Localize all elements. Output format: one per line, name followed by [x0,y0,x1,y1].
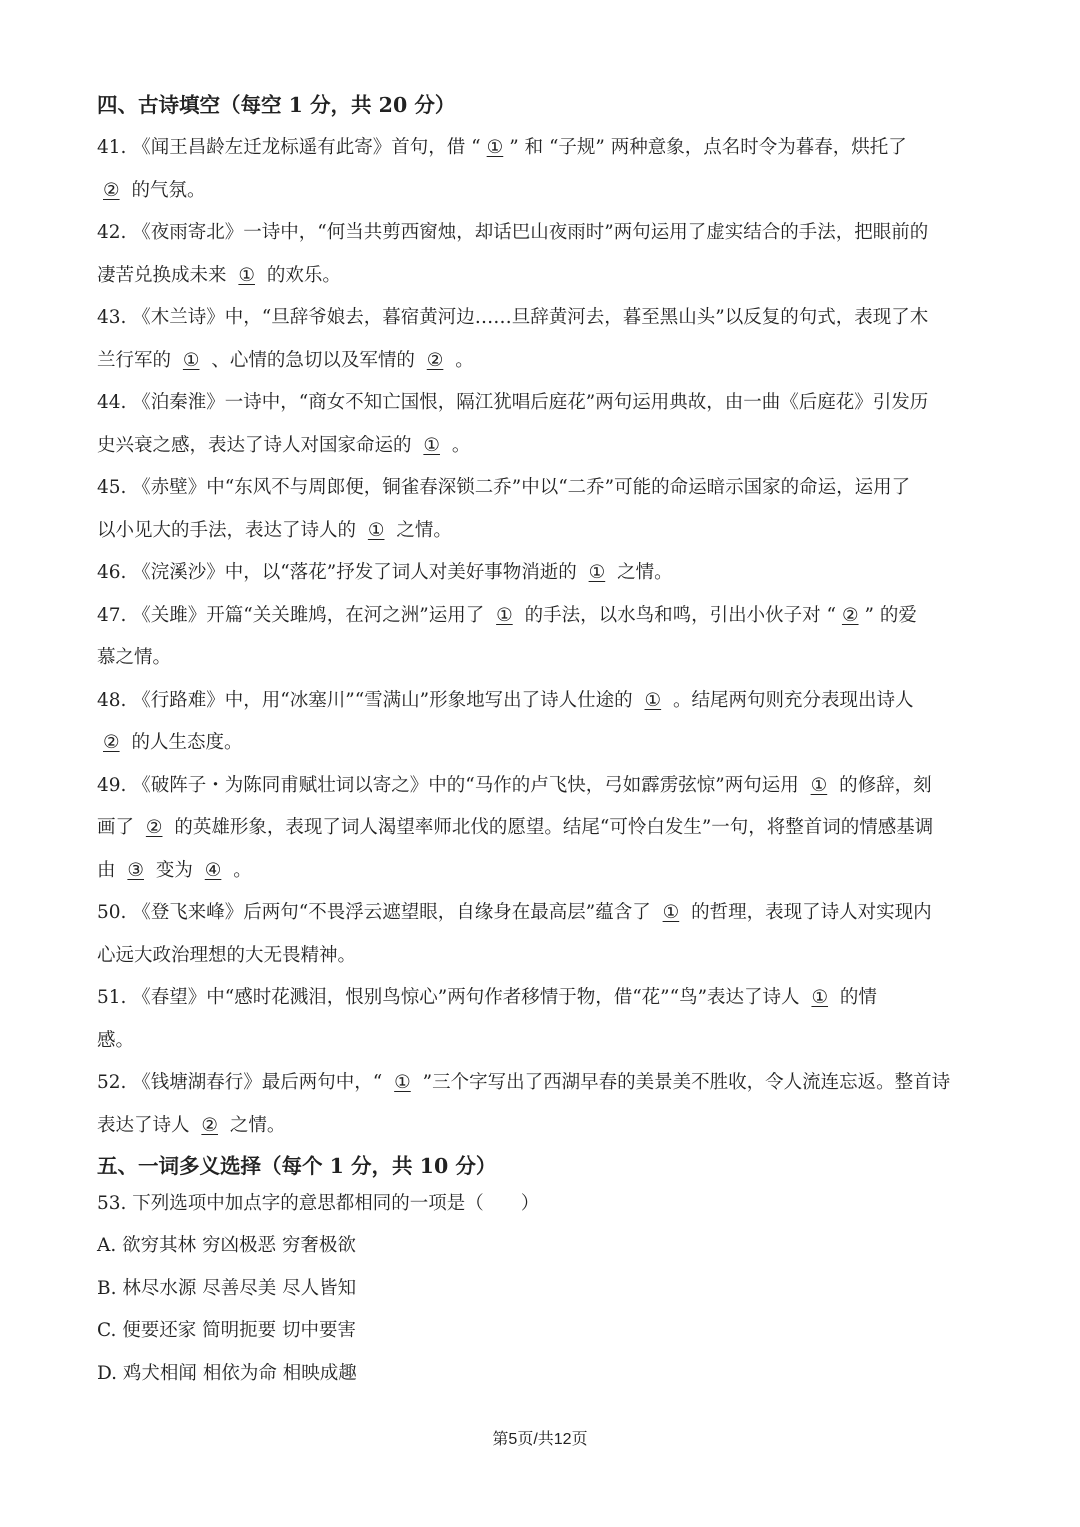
question-50-line-2: 心远大政治理想的大无畏精神。 [97,945,357,966]
question-42-line-1: 42. 《夜雨寄北》一诗中，“何当共剪西窗烛，却话巴山夜雨时”两句运用了虚实结合的手法，把眼前的 [97,222,929,243]
option-a: A. 欲穷其林 穷凶极恶 穷奢极欲 [97,1235,356,1256]
answer-blank: ① [423,435,440,456]
answer-blank: ① [496,605,513,626]
question-49-line-1: 49. 《破阵子・为陈同甫赋壮词以寄之》中的“马作的卢飞快，弓如霹雳弦惊”两句运用 ① 的修辞，刻 [97,775,932,796]
question-49-line-2: 画了 ② 的英雄形象，表现了词人渴望率师北伐的愿望。结尾“可怜白发生”一句，将整首词的情感基调 [97,817,934,838]
answer-blank: ① [182,350,200,371]
question-52-line-2: 表达了诗人 ② 之情。 [97,1115,286,1136]
question-52-line-1: 52. 《钱塘湖春行》最后两句中，“ ① ”三个字写出了西湖早春的美景美不胜收，令人流连忘返。整首诗 [97,1072,951,1093]
question-45-line-2: 以小见大的手法，表达了诗人的 ① 之情。 [97,520,452,541]
option-c: C. 便要还家 简明扼要 切中要害 [97,1320,357,1341]
question-44-line-2: 史兴衰之感，表达了诗人对国家命运的 ① 。 [97,435,471,456]
answer-blank: ① [810,775,828,796]
answer-blank: ② [145,817,163,838]
question-47-line-1: 47. 《关雎》开篇“关关雎鸠，在河之洲”运用了 ① 的手法，以水鸟和鸣，引出小伙子对 “ ② ” 的爱 [97,605,917,626]
answer-blank: ① [662,902,680,923]
answer-blank: ① [238,265,255,286]
answer-blank: ② [103,732,120,753]
question-43-line-1: 43. 《木兰诗》中，“旦辞爷娘去，暮宿黄河边……旦辞黄河去，暮至黑山头”以反复的句式，表现了木 [97,307,929,328]
answer-blank: ① [486,137,504,158]
question-51-line-1: 51. 《春望》中“感时花溅泪，恨别鸟惊心”两句作者移情于物，借“花”“鸟”表达了诗人 ① 的情 [97,987,877,1008]
question-51-line-2: 感。 [97,1030,135,1051]
question-44-line-1: 44. 《泊秦淮》一诗中，“商女不知亡国恨，隔江犹唱后庭花”两句运用典故，由一曲《后庭花》引发历 [97,392,929,413]
answer-blank: ③ [127,860,144,881]
answer-blank: ① [394,1072,411,1093]
section-5-heading: 五、一词多义选择（每个 1 分，共 10 分） [97,1154,497,1178]
answer-blank: ① [811,987,829,1008]
question-53-stem: 53. 下列选项中加点字的意思都相同的一项是（ ） [97,1193,540,1214]
answer-blank: ① [367,520,385,541]
question-49-line-3: 由 ③ 变为 ④ 。 [97,860,252,881]
question-48-line-1: 48. 《行路难》中，用“冰塞川”“雪满山”形象地写出了诗人仕途的 ① 。结尾两句则充分表现出诗人 [97,690,914,711]
question-42-line-2: 凄苦兑换成未来 ① 的欢乐。 [97,265,341,286]
answer-blank: ④ [204,860,222,881]
question-50-line-1: 50. 《登飞来峰》后两句“不畏浮云遮望眼，自缘身在最高层”蕴含了 ① 的哲理，表现了诗人对实现内 [97,902,932,923]
answer-blank: ① [588,562,606,583]
question-45-line-1: 45. 《赤壁》中“东风不与周郎便，铜雀春深锁二乔”中以“二乔”可能的命运暗示国家的命运，运用了 [97,477,911,498]
question-46-line-1: 46. 《浣溪沙》中，以“落花”抒发了词人对美好事物消逝的 ① 之情。 [97,562,673,583]
answer-blank: ② [103,180,120,201]
question-48-line-2: ② 的人生态度。 [97,731,987,755]
option-d: D. 鸡犬相闻 相依为命 相映成趣 [97,1363,357,1384]
question-41-line-2: ② 的气氛。 [97,179,987,203]
question-47-line-2: 慕之情。 [97,647,172,668]
answer-blank: ② [426,350,444,371]
page-number: 第5页/共12页 [492,1431,588,1448]
answer-blank: ② [841,605,859,626]
question-43-line-2: 兰行军的 ① 、心情的急切以及军情的 ② 。 [97,350,474,371]
section-4-heading: 四、古诗填空（每空 1 分，共 20 分） [97,93,456,117]
option-b: B. 林尽水源 尽善尽美 尽人皆知 [97,1278,357,1299]
question-41-line-1: 41. 《闻王昌龄左迁龙标遥有此寄》首句，借 “ ① ” 和 “子规” 两种意象，点名时令为暮春，烘托了 [97,137,907,158]
answer-blank: ② [201,1115,218,1136]
answer-blank: ① [644,690,662,711]
